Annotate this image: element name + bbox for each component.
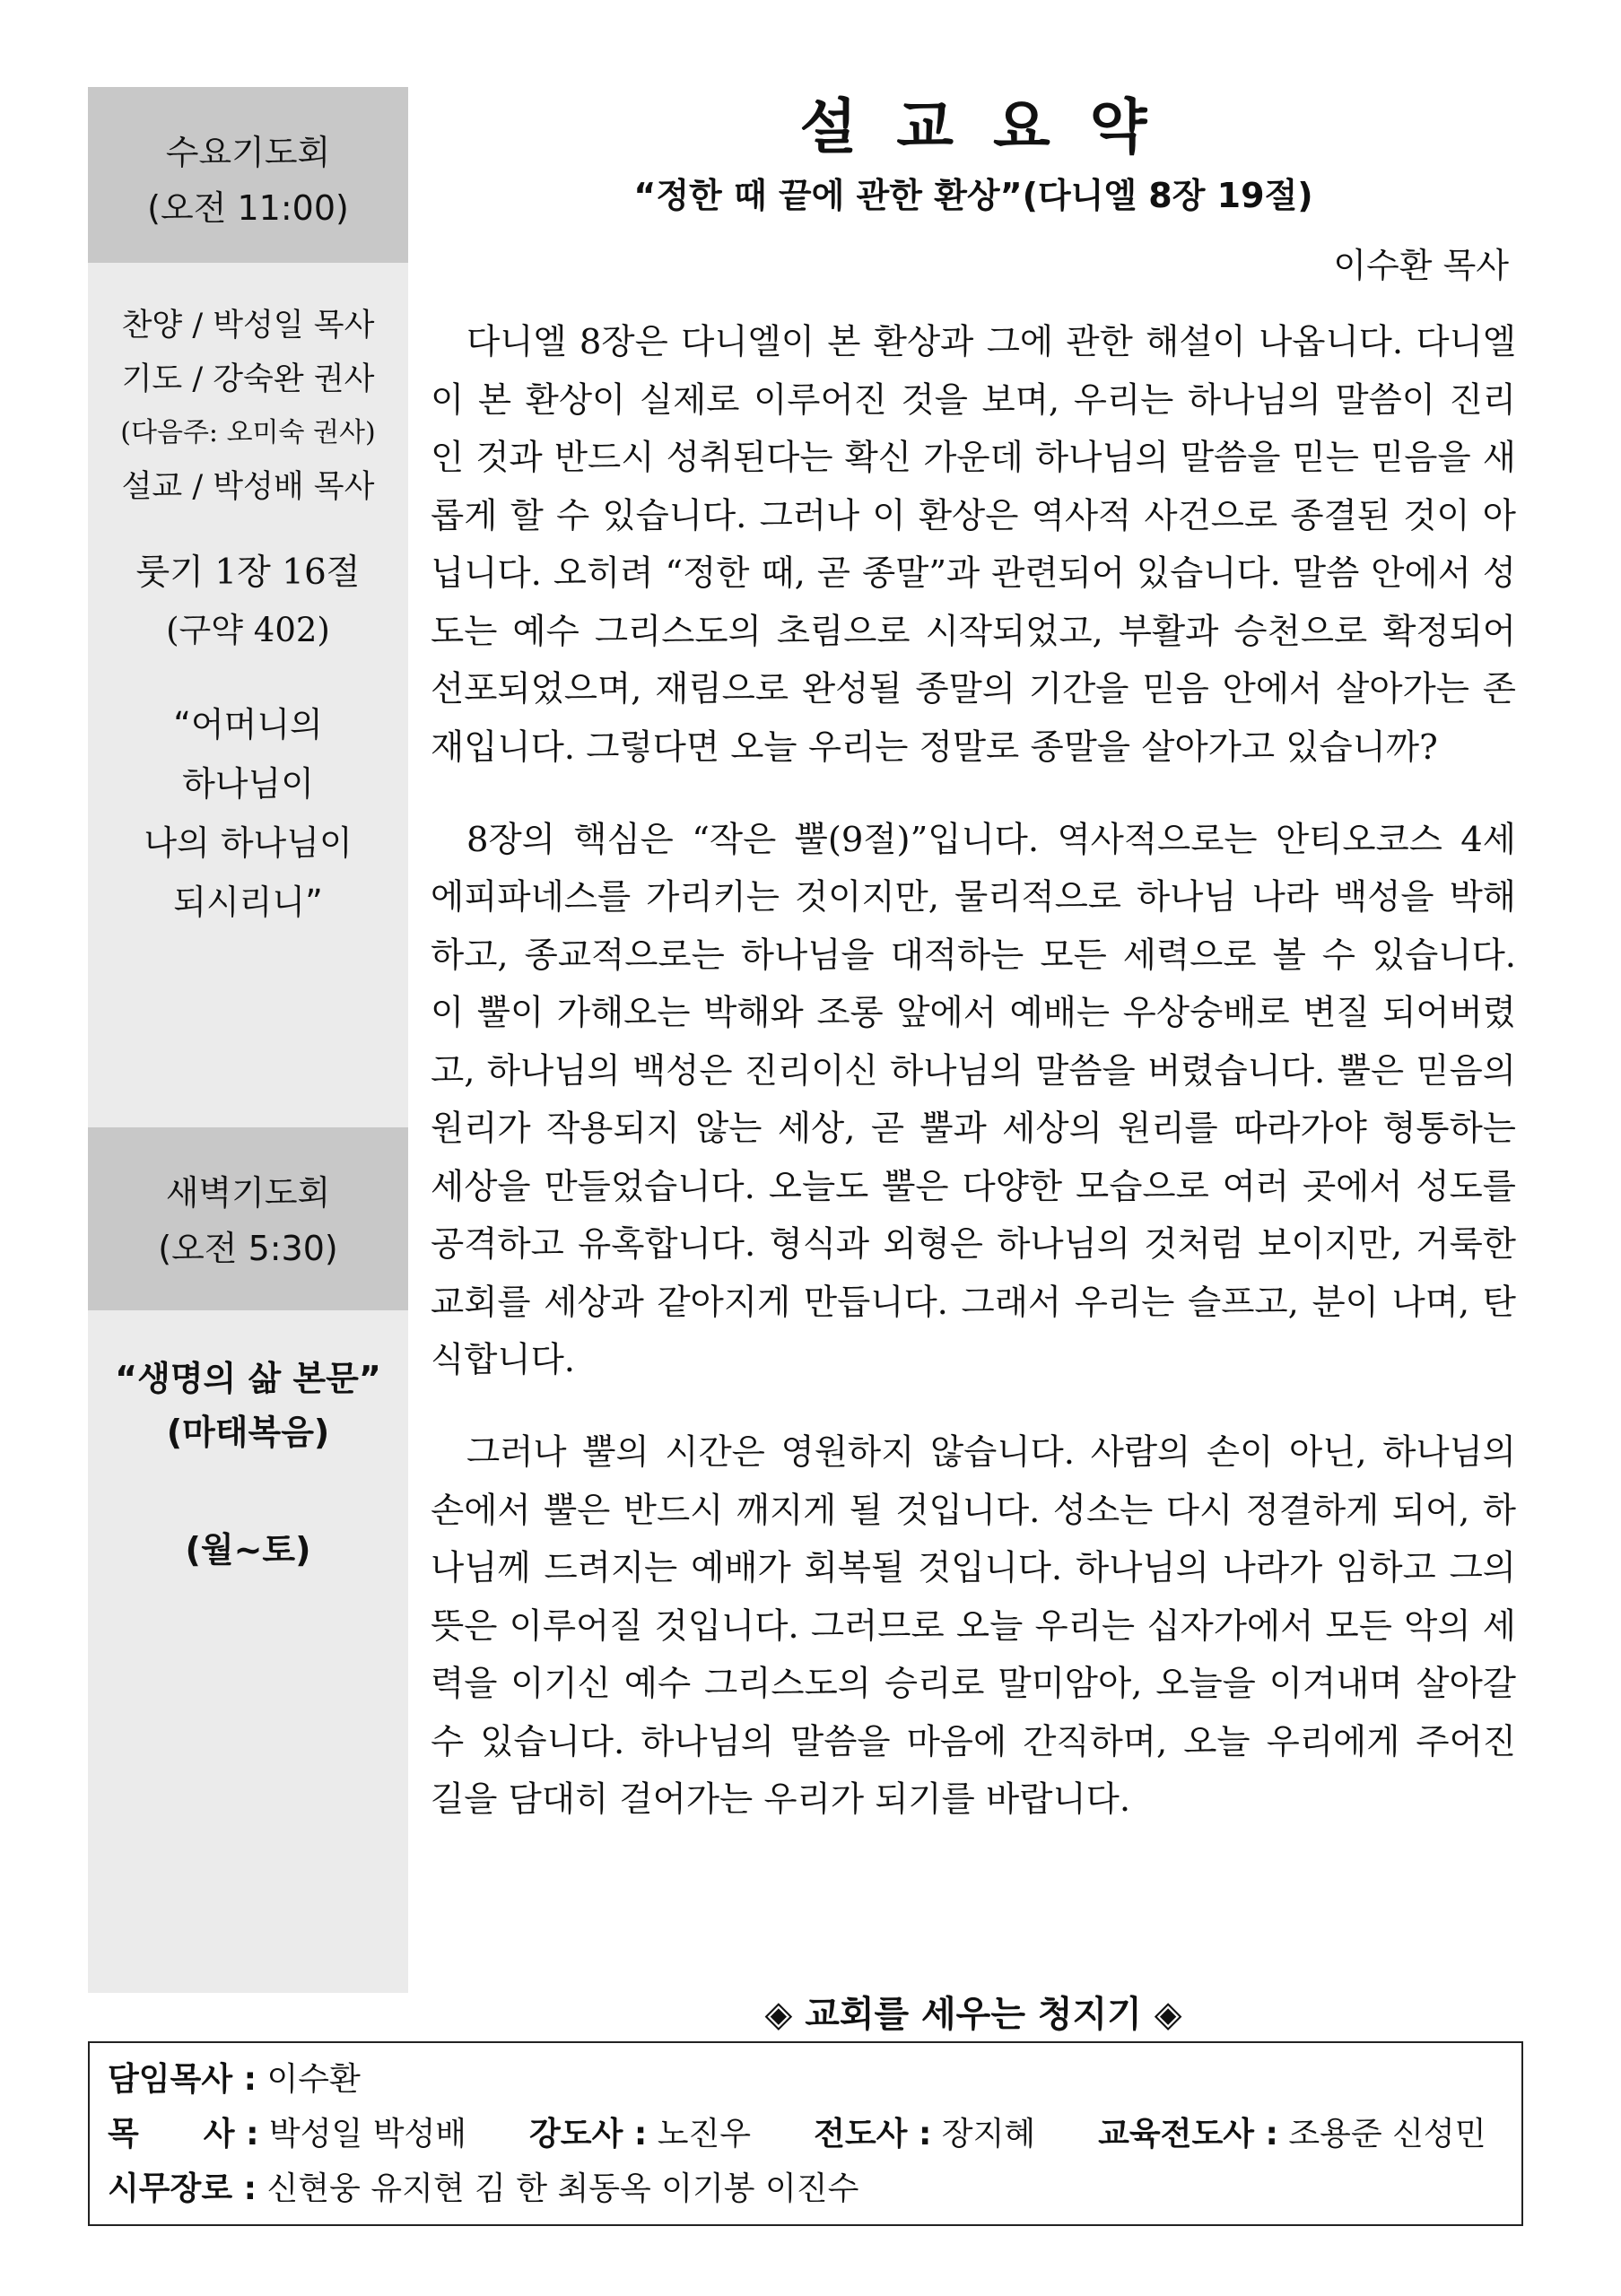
scripture-verse: 룻기 1장 16절 <box>135 552 361 593</box>
staff-box <box>88 2041 1523 2226</box>
sermon-subtitle: “정한 때 끝에 관한 환상”(다니엘 8장 19절) <box>633 176 1313 215</box>
preacher-name: 이수환 목사 <box>1333 246 1509 285</box>
elders-label: 시무장로 : <box>108 2170 257 2207</box>
elders-names: 신현웅 유지현 김 한 최동옥 이기봉 이진수 <box>257 2170 859 2207</box>
dawn-days: (월~토) <box>185 1530 311 1570</box>
senior-pastor-label: 담임목사 : <box>108 2061 257 2098</box>
sermon-paragraph: 그러나 뿔의 시간은 영원하지 않습니다. 사람의 손이 아닌, 하나님의 손에서 뿔은 반드시 깨지게 될 것입니다. 성소는 다시 정결하게 되어, 하나님께 드려지는 예배가 회복될 것입니다. 하나님의 나라가 임하고 그의 뜻은 이루어질 것입니다. 그러므로 오늘 우리는 십자가에서 모든 악의 세력을 이기신 예수 그리스도의 승리로 말미암아, 오늘을 이겨내며 살아갈 수 있습니다. 하나님의 말씀을 마음에 간직하며, 오늘 우리에게 주어진 길을 담대히 걸어가는 우리가 되기를 바랍니다. <box>431 1432 1516 1820</box>
sidebar <box>88 87 408 1993</box>
dawn-prayer-header <box>88 1127 408 1310</box>
dawn-prayer-time: (오전 5:30) <box>158 1229 338 1268</box>
service-credits <box>88 263 408 514</box>
credit-sermon: 설교 / 박성배 목사 <box>121 469 375 505</box>
wednesday-prayer-header <box>88 87 408 263</box>
quote-line: 하나님이 <box>182 764 314 804</box>
senior-pastor-name: 이수환 <box>257 2061 361 2098</box>
lecturer-label: 강도사 : <box>529 2116 648 2152</box>
staff-row-elders <box>108 2161 1503 2216</box>
staff-heading: ◈ 교회를 세우는 청지기 ◈ <box>764 1994 1182 2035</box>
quote-line: 되시리니” <box>173 883 323 922</box>
staff-row-ministers <box>108 2107 1503 2161</box>
pastor-label: 목 사 : <box>108 2116 259 2152</box>
quote-line: 나의 하나님이 <box>144 823 353 863</box>
wednesday-prayer-title: 수요기도회 <box>165 133 331 172</box>
scripture-reference <box>88 544 408 659</box>
quote-line: “어머니의 <box>173 705 323 744</box>
lecturer-name: 노진우 <box>647 2116 752 2152</box>
scripture-page: (구약 402) <box>166 611 330 649</box>
wednesday-prayer-time: (오전 11:00) <box>147 188 349 228</box>
evangelist-label: 전도사 : <box>814 2116 932 2152</box>
dawn-text-book: (마태복음) <box>166 1413 330 1452</box>
staff-row-senior <box>108 2052 1503 2107</box>
dawn-prayer-info <box>88 1352 408 1571</box>
evangelist-name: 장지혜 <box>931 2116 1036 2152</box>
education-evangelist-names: 조용준 신성민 <box>1277 2116 1486 2152</box>
credit-next-week: (다음주: 오미숙 권사) <box>120 417 376 448</box>
pastor-names: 박성일 박성배 <box>258 2116 467 2152</box>
scripture-quote <box>88 695 408 932</box>
sermon-paragraph: 다니엘 8장은 다니엘이 본 환상과 그에 관한 해설이 나옵니다. 다니엘이 본 환상이 실제로 이루어진 것을 보며, 우리는 하나님의 말씀이 진리인 것과 반드시 성취된다는 확신 가운데 하나님의 말씀을 믿는 믿음을 새롭게 할 수 있습니다. 그러나 이 환상은 역사적 사건으로 종결된 것이 아닙니다. 오히려 “정한 때, 곧 종말”과 관련되어 있습니다. 말씀 안에서 성도는 예수 그리스도의 초림으로 시작되었고, 부활과 승천으로 확정되어 선포되었으며, 재림으로 완성될 종말의 기간을 믿음 안에서 살아가는 존재입니다. 그렇다면 오늘 우리는 정말로 종말을 살아가고 있습니까? <box>431 322 1516 768</box>
credit-prayer: 기도 / 강숙완 권사 <box>121 361 375 397</box>
sermon-paragraph: 8장의 핵심은 “작은 뿔(9절)”입니다. 역사적으로는 안티오코스 4세 에피파네스를 가리키는 것이지만, 물리적으로 하나님 나라 백성을 박해하고, 종교적으로는 하나님을 대적하는 모든 세력으로 볼 수 있습니다. 이 뿔이 가해오는 박해와 조롱 앞에서 예배는 우상숭배로 변질 되어버렸고, 하나님의 백성은 진리이신 하나님의 말씀을 버렸습니다. 뿔은 믿음의 원리가 작용되지 않는 세상, 곧 뿔과 세상의 원리를 따라가야 형통하는 세상을 만들었습니다. 오늘도 뿔은 다양한 모습으로 여러 곳에서 성도를 공격하고 유혹합니다. 형식과 외형은 하나님의 것처럼 보이지만, 거룩한 교회를 세상과 같아지게 만듭니다. 그래서 우리는 슬프고, 분이 나며, 탄식합니다. <box>431 819 1516 1380</box>
credit-praise: 찬양 / 박성일 목사 <box>121 308 375 344</box>
dawn-prayer-title: 새벽기도회 <box>165 1173 331 1213</box>
dawn-text-title: “생명의 삶 본문” <box>115 1359 381 1398</box>
education-evangelist-label: 교육전도사 : <box>1098 2116 1278 2152</box>
page-title: 설교요약 <box>799 92 1187 161</box>
sermon-summary <box>431 87 1516 1864</box>
